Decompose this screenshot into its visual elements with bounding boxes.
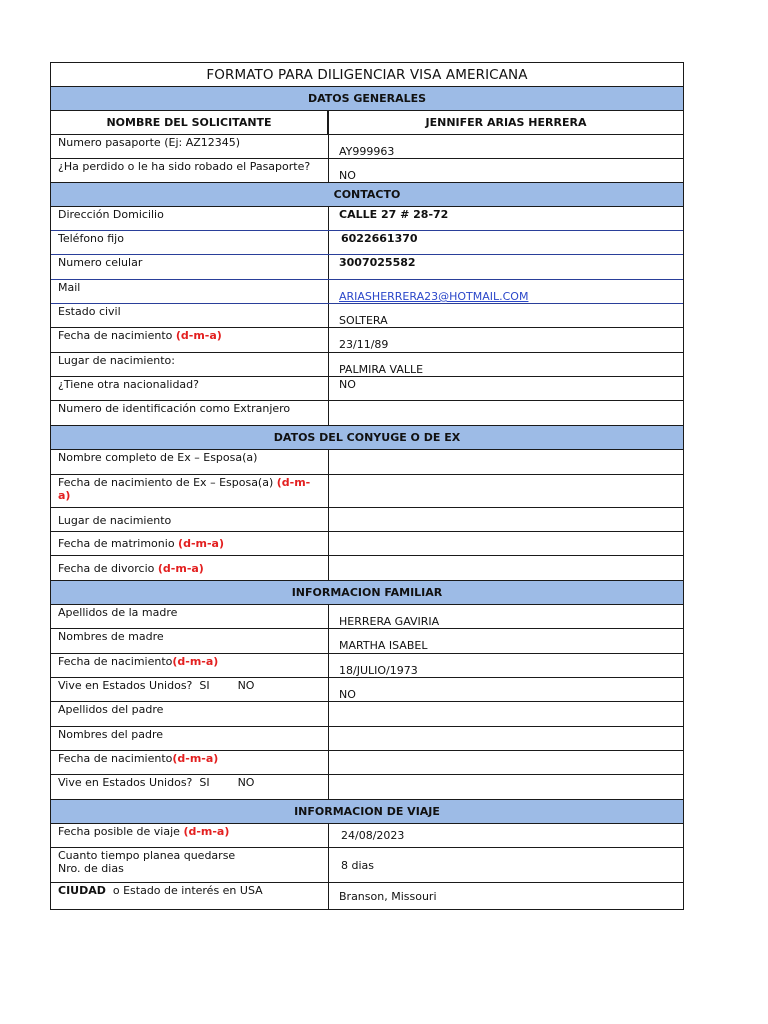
row-father-birth xyxy=(51,751,683,775)
mail-field[interactable] xyxy=(329,280,683,303)
field-label: Numero pasaporte (Ej: AZ12345) xyxy=(51,135,329,158)
section-familiar: INFORMACION FAMILIAR xyxy=(51,581,683,605)
field-label: Estado civil xyxy=(51,304,329,327)
row-mother-names xyxy=(51,629,683,654)
field-label: Teléfono fijo xyxy=(51,231,329,254)
field-label: Numero celular xyxy=(51,255,329,279)
father-names-field[interactable] xyxy=(329,727,683,750)
row-other-nationality xyxy=(51,377,683,401)
applicant-row xyxy=(51,111,683,135)
spouse-birth-place-field[interactable] xyxy=(329,508,683,531)
travel-date-field[interactable]: 24/08/2023 xyxy=(341,829,405,842)
row-mother-lives-us xyxy=(51,678,683,702)
field-label: Fecha de matrimonio (d-m-a) xyxy=(51,532,329,555)
date-format-hint: (d-m-a) xyxy=(183,825,230,838)
row-father-surname xyxy=(51,702,683,727)
row-ex-spouse-name xyxy=(51,450,683,475)
field-label: Nombres del padre xyxy=(51,727,329,750)
mother-names-field[interactable]: MARTHA ISABEL xyxy=(339,639,428,652)
row-spouse-birth-place xyxy=(51,508,683,532)
row-birth-place xyxy=(51,353,683,377)
applicant-name: JENNIFER ARIAS HERRERA xyxy=(425,116,587,129)
ex-spouse-name-field[interactable] xyxy=(329,450,683,474)
date-format-hint: (d-m-a) xyxy=(178,537,224,550)
destination-field[interactable]: Branson, Missouri xyxy=(339,890,437,903)
passport-number-field[interactable]: AY999963 xyxy=(339,145,395,158)
row-passport-number xyxy=(51,135,683,159)
row-birth-date xyxy=(51,328,683,353)
field-label: Lugar de nacimiento: xyxy=(51,353,329,376)
section-datos-generales: DATOS GENERALES xyxy=(51,87,683,111)
field-label: Apellidos del padre xyxy=(51,702,329,726)
field-label: Fecha de nacimiento(d-m-a) xyxy=(51,654,329,677)
stay-duration-field[interactable]: 8 dias xyxy=(341,859,375,872)
date-format-hint: (d-m-a) xyxy=(172,752,219,765)
ex-spouse-birth-field[interactable] xyxy=(329,475,683,507)
field-label: Fecha de divorcio (d-m-a) xyxy=(51,556,329,580)
row-foreign-id xyxy=(51,401,683,426)
field-label: Fecha posible de viaje (d-m-a) xyxy=(51,824,329,847)
field-label: Mail xyxy=(51,280,329,303)
row-ex-spouse-birth xyxy=(51,475,683,508)
father-birth-field[interactable] xyxy=(329,751,683,774)
row-divorce-date xyxy=(51,556,683,581)
date-format-hint: (d-m-a) xyxy=(175,329,222,342)
date-format-hint: (d-m-a) xyxy=(157,562,204,575)
field-label: Fecha de nacimiento(d-m-a) xyxy=(51,751,329,774)
row-father-lives-us xyxy=(51,775,683,800)
field-label: Lugar de nacimiento xyxy=(51,508,329,531)
email-link[interactable]: ARIASHERRERA23@HOTMAIL.COM xyxy=(339,290,529,303)
field-label: ¿Tiene otra nacionalidad? xyxy=(51,377,329,400)
mother-surname-field[interactable]: HERRERA GAVIRIA xyxy=(339,615,440,628)
date-format-hint: (d-m-a) xyxy=(172,655,219,668)
mother-birth-field[interactable]: 18/JULIO/1973 xyxy=(339,664,418,677)
visa-form xyxy=(50,62,684,910)
row-travel-date xyxy=(51,824,683,848)
row-mother-surname xyxy=(51,605,683,629)
marriage-date-field[interactable] xyxy=(329,532,683,555)
field-label: Vive en Estados Unidos? SI NO xyxy=(51,775,329,799)
form-title: FORMATO PARA DILIGENCIAR VISA AMERICANA xyxy=(51,63,683,87)
row-mobile xyxy=(51,255,683,280)
field-label: Numero de identificación como Extranjero xyxy=(51,401,329,425)
field-label: Apellidos de la madre xyxy=(51,605,329,628)
mobile-field[interactable]: 3007025582 xyxy=(339,256,416,269)
field-label: ¿Ha perdido o le ha sido robado el Pasaporte? xyxy=(51,159,329,182)
row-address xyxy=(51,207,683,231)
applicant-label: NOMBRE DEL SOLICITANTE xyxy=(51,111,329,134)
birth-date-field[interactable]: 23/11/89 xyxy=(339,338,389,351)
other-nationality-field[interactable]: NO xyxy=(339,378,356,391)
section-contacto: CONTACTO xyxy=(51,183,683,207)
father-lives-us-field[interactable] xyxy=(329,775,683,799)
field-label: Fecha de nacimiento de Ex – Esposa(a) (d-m-a) xyxy=(51,475,329,507)
field-label: Nombre completo de Ex – Esposa(a) xyxy=(51,450,329,474)
row-mail xyxy=(51,280,683,304)
row-landline xyxy=(51,231,683,255)
row-stay-duration xyxy=(51,848,683,883)
landline-field[interactable]: 6022661370 xyxy=(341,232,418,245)
row-marriage-date xyxy=(51,532,683,556)
row-passport-lost xyxy=(51,159,683,183)
passport-lost-field[interactable]: NO xyxy=(339,169,356,182)
father-surname-field[interactable] xyxy=(329,702,683,726)
divorce-date-field[interactable] xyxy=(329,556,683,580)
row-destination xyxy=(51,883,683,909)
field-label: Fecha de nacimiento (d-m-a) xyxy=(51,328,329,352)
field-label: Nombres de madre xyxy=(51,629,329,653)
address-field[interactable]: CALLE 27 # 28-72 xyxy=(339,208,449,221)
row-civil-status xyxy=(51,304,683,328)
row-mother-birth xyxy=(51,654,683,678)
section-conyuge: DATOS DEL CONYUGE O DE EX xyxy=(51,426,683,450)
field-label: CIUDAD o Estado de interés en USA xyxy=(51,883,329,909)
date-format-hint: (d-m-a) xyxy=(58,476,311,502)
civil-status-field[interactable]: SOLTERA xyxy=(339,314,388,327)
birth-place-field[interactable]: PALMIRA VALLE xyxy=(339,363,424,376)
foreign-id-field[interactable] xyxy=(329,401,683,425)
field-label: Vive en Estados Unidos? SI NO xyxy=(51,678,329,701)
field-label: Cuanto tiempo planea quedarse Nro. de dias xyxy=(51,848,329,882)
field-label: Dirección Domicilio xyxy=(51,207,329,230)
section-viaje: INFORMACION DE VIAJE xyxy=(51,800,683,824)
mother-lives-us-field[interactable]: NO xyxy=(339,688,356,701)
row-father-names xyxy=(51,727,683,751)
